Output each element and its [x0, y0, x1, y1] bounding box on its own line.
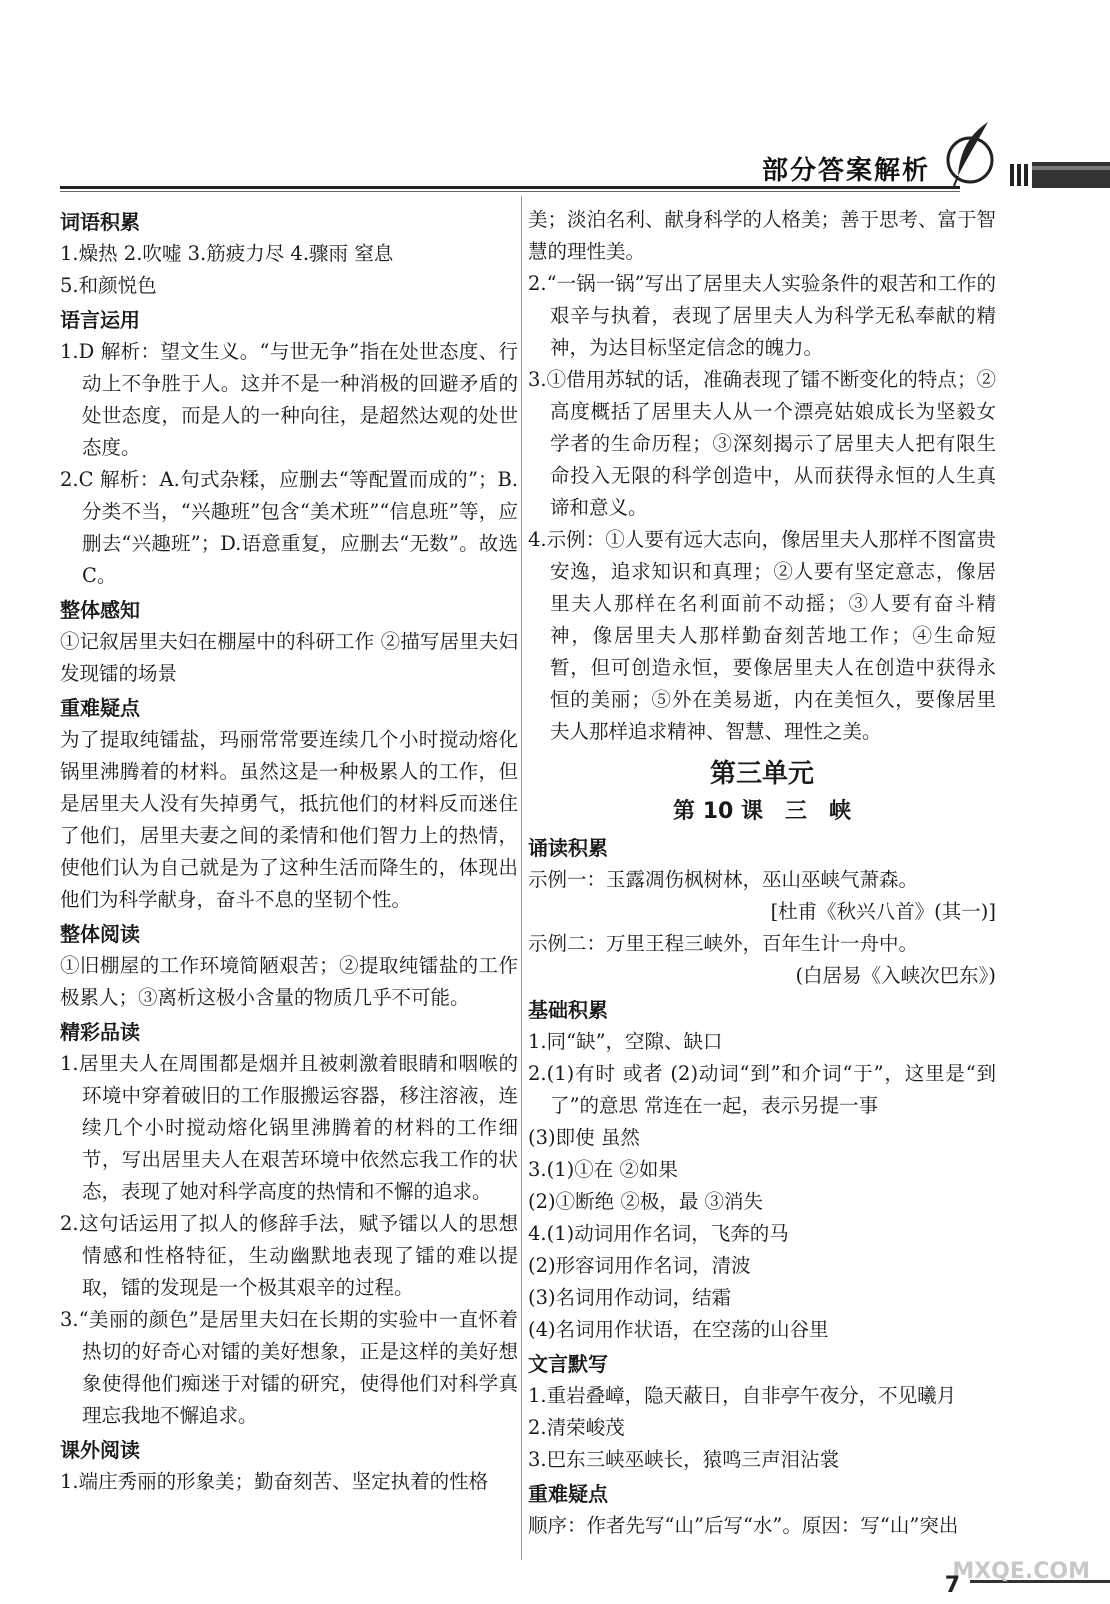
paragraph: ①旧棚屋的工作环境简陋艰苦；②提取纯镭盐的工作极累人；③离析这极小含量的物质几乎不可能。 [60, 954, 518, 1009]
section-heading: 重难疑点 [528, 1482, 608, 1506]
answer-item: (2)①断绝 ②极，最 ③消失 [528, 1190, 764, 1213]
quill-pen-icon [940, 120, 1000, 190]
answer-item: 1.端庄秀丽的形象美；勤奋刻苦、坚定执着的性格 [60, 1470, 489, 1493]
answer-item: 2.C 解析：A.句式杂糅，应删去“等配置而成的”；B.分类不当，“兴趣班”包含“美术班”“信息班”等，应删去“兴趣班”；D.语意重复，应删去“无数”。故选C。 [60, 468, 518, 587]
answer-item: 4.(1)动词用作名词，飞奔的马 [528, 1222, 789, 1245]
header-bars-decoration [1010, 162, 1110, 188]
paragraph: 为了提取纯镭盐，玛丽常常要连续几个小时搅动熔化锅里沸腾着的材料。虽然这是一种极累人的工作，但是居里夫人没有失掉勇气，抵抗他们的材料反而迷住了他们，居里夫妻之间的柔情和他们智力上的热情，使他们认为自己就是为了这种生活而降生的，体现出他们为科学献身，奋斗不息的坚韧个性。 [60, 728, 518, 911]
section-heading: 语言运用 [60, 308, 140, 332]
answer-item: 2.“一锅一锅”写出了居里夫人实验条件的艰苦和工作的艰辛与执着，表现了居里夫人为科学无私奉献的精神，为达目标坚定信念的魄力。 [528, 272, 996, 359]
paragraph: 1.同“缺”，空隙、缺口 [528, 1030, 723, 1053]
answer-item: 4.示例：①人要有远大志向，像居里夫人那样不图富贵安逸，追求知识和真理；②人要有坚定意志，像居里夫人那样在名利面前不动摇；③人要有奋斗精神，像居里夫人那样勤奋刻苦地工作；④生命短暂，但可创造永恒，要像居里夫人在创造中获得永恒的美丽；⑤外在美易逝，内在美恒久，要像居里夫人那样追求精神、智慧、理性之美。 [528, 528, 996, 743]
answer-item: 3.“美丽的颜色”是居里夫妇在长期的实验中一直怀着热切的好奇心对镭的美好想象，正是这样的美好想象使得他们痴迷于对镭的研究，使得他们对科学真理忘我地不懈追求。 [60, 1308, 518, 1427]
source-citation: (白居易《入峡次巴东》) [795, 964, 996, 987]
paragraph: ①记叙居里夫妇在棚屋中的科研工作 ②描写居里夫妇发现镭的场景 [60, 630, 518, 685]
paragraph: 2.清荣峻茂 [528, 1416, 625, 1439]
paragraph: 示例一：玉露凋伤枫树林，巫山巫峡气萧森。 [528, 868, 919, 891]
answer-item: 1.居里夫人在周围都是烟并且被刺激着眼睛和咽喉的环境中穿着破旧的工作服搬运容器，移注溶液，连续几个小时搅动熔化锅里沸腾着的材料的工作细节，写出居里夫人在艰苦环境中依然忘我工作的状态，表现了她对科学高度的热情和不懈的追求。 [60, 1052, 518, 1203]
answer-item: 3.①借用苏轼的话，准确表现了镭不断变化的特点；②高度概括了居里夫人从一个漂亮姑娘成长为坚毅女学者的生命历程；③深刻揭示了居里夫人把有限生命投入无限的科学创造中，从而获得永恒的人生真谛和意义。 [528, 368, 996, 519]
section-heading: 课外阅读 [60, 1438, 140, 1462]
paragraph: 3.巴东三峡巫峡长，猿鸣三声泪沾裳 [528, 1448, 840, 1471]
column-divider [521, 196, 522, 1560]
section-heading: 基础积累 [528, 998, 608, 1022]
source-citation: [杜甫《秋兴八首》(其一)] [770, 900, 996, 923]
paragraph: 5.和颜悦色 [60, 274, 157, 297]
section-heading: 词语积累 [60, 210, 140, 234]
section-heading: 精彩品读 [60, 1020, 140, 1044]
lesson-title: 第 10 课 三 峡 [673, 799, 851, 824]
answer-item: (4)名词用作状语，在空荡的山谷里 [528, 1318, 829, 1341]
paragraph: 1.燥热 2.吹嘘 3.筋疲力尽 4.骤雨 窒息 [60, 242, 394, 265]
page-footer [910, 1540, 1110, 1600]
answer-item: (3)名词用作动词，结霜 [528, 1286, 732, 1309]
section-heading: 整体阅读 [60, 922, 140, 946]
page-number: 7 [944, 1573, 960, 1598]
section-heading: 整体感知 [60, 598, 140, 622]
answer-item: 1.D 解析：望文生义。“与世无争”指在处世态度、行动上不争胜于人。这并不是一种消极的回避矛盾的处世态度，而是人的一种向往，是超然达观的处世态度。 [60, 340, 518, 459]
section-heading: 文言默写 [528, 1352, 608, 1376]
right-column [528, 204, 996, 1560]
header-rule-thin [60, 191, 960, 192]
answer-item: 3.(1)①在 ②如果 [528, 1158, 678, 1181]
unit-title: 第三单元 [709, 759, 814, 789]
paragraph: 示例二：万里王程三峡外，百年生计一舟中。 [528, 932, 919, 955]
answer-item: (3)即使 虽然 [528, 1126, 640, 1149]
answer-item: 2.(1)有时 或者 (2)动词“到”和介词“于”，这里是“到了”的意思 常连在一起，表示另提一事 [528, 1062, 996, 1117]
paragraph: 顺序：作者先写“山”后写“水”。原因：写“山”突出 [528, 1514, 959, 1537]
page-title: 部分答案解析 [761, 156, 930, 186]
section-heading: 重难疑点 [60, 696, 140, 720]
section-heading: 诵读积累 [528, 836, 608, 860]
page-header [60, 140, 1110, 200]
paragraph: 美；淡泊名利、献身科学的人格美；善于思考、富于智慧的理性美。 [528, 208, 997, 263]
answer-item: 2.这句话运用了拟人的修辞手法，赋予镭以人的思想情感和性格特征，生动幽默地表现了镭的难以提取，镭的发现是一个极其艰辛的过程。 [60, 1212, 518, 1299]
left-column [60, 204, 518, 1560]
answer-item: (2)形容词用作名词，清波 [528, 1254, 751, 1277]
paragraph: 1.重岩叠嶂，隐天蔽日，自非亭午夜分，不见曦月 [528, 1384, 957, 1407]
watermark-text: MXQE.COM [952, 1559, 1090, 1584]
